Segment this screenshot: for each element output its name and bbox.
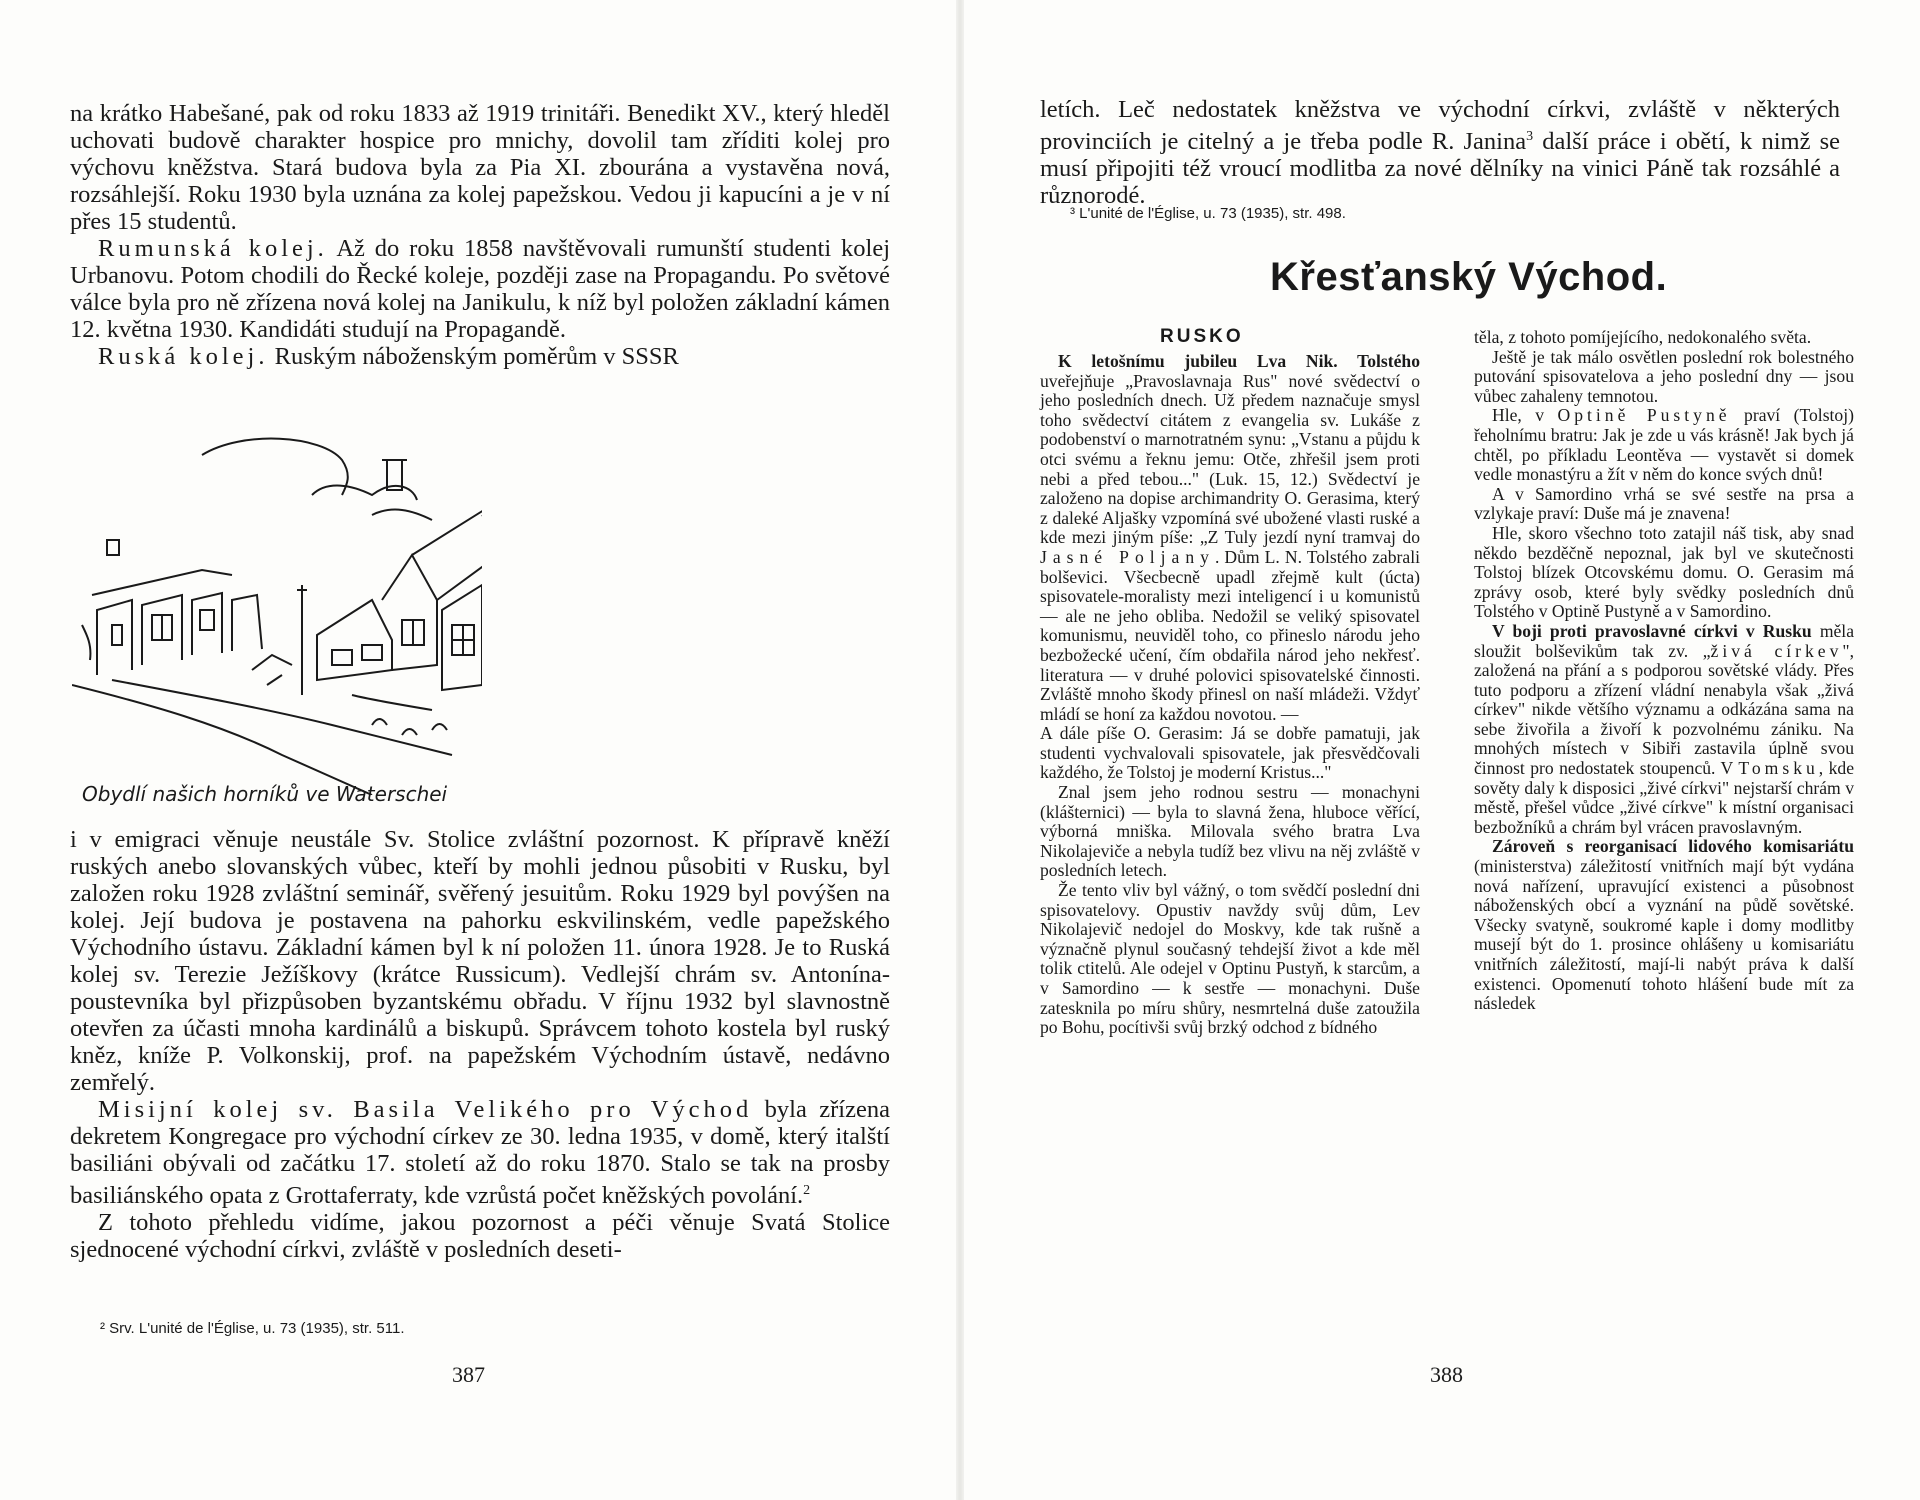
russian-college-text: Ruským náboženským poměrům v SSSR xyxy=(268,343,679,370)
paragraph-summary: Z tohoto přehledu vidíme, jakou pozornost a péči věnuje Svatá Stolice sjednocené východní církvi, zvláště v posledních deseti- xyxy=(70,1209,890,1264)
paragraph-russian-college-cont: i v emigraci věnuje neustále Sv. Stolice zvláštní pozornost. K přípravě kněží ruských anebo slovanských vůbec, kteří by mohli jednou působiti v Rusku, byl založen roku 1928 zvláštní seminář, svěřený jesuitům. Roku 1929 byl povýšen na kolej. Její budova je postavena na pahorku eskvilinském, vedle papežského Východního ústavu. Základní kámen byl k ní položen 11. února 1928. Je to Ruská kolej sv. Terezie Ježíškovy (krátce Russicum). Vedlejší chrám sv. Antonína-poustevníka byl přizpůsoben byzantskému obřadu. V říjnu 1932 byl slavnostně otevřen za účasti mnoha kardinálů a biskupů. Správcem tohoto kostela byl ruský kněz, kníže P. Volkonskij, prof. na papežském Východním ústavě, nedávno zemřelý. xyxy=(70,826,890,1096)
footnote-ref-3: 3 xyxy=(1526,129,1534,144)
paragraph-last-days: Že tento vliv byl vážný, o tom svědčí poslední dni spisovatelovy. Opustiv navždy svůj dům, Lev Nikolajevič nedojel do Moskvy, kde tak rušně a význačně plynul současný tehdejší život a kde měl tolik ctitelů. Ale odejel v Optinu Pustyň, k starcům, a v Samordino — k sestře — monachyni. Duše zatesknila po míru shůry, nesmrtelná duše zatoužila po Bohu, pocítivši svůj brzký odchod z bídného xyxy=(1040,880,1420,1038)
left-column-top xyxy=(70,100,890,370)
article-title: Křesťanský Východ. xyxy=(1270,255,1668,299)
paragraph-tolstoy-jubilee: K letošnímu jubileu Lva Nik. Tolstého uveřejňuje „Pravoslavnaja Rus" nové svědectví o jeho posledních dnech. Už předem naznačuje smysl toho svědectví citátem z evangelia sv. Lukáše z podobenství o marnotratném synu: „Vstanu a půjdu k otci svému a řeknu jemu: Otče, zhřešil jsem proti nebi a před tebou..." (Luk. 15, 12.) Svědectví je založeno na dopise archimandrity O. Gerasima, který z daleké Aljašky vzpomíná své ubožené vlasti ruské a kde mezi jiným píše: „Z Tuly jezdí nyní tramvaj do Jasné Poljany. Dům L. N. Tolstého zabrali bolševici. Všecbecně upadl zřejmě kult (úcta) spisovatele-moralisty mezi inteligencí i u komunistů — ale ne jeho obliba. Nedožil se veliký spisovatel komunismu, neuviděl toho, co přineslo národu jeho bezbožecké učení, čím obdařila národ jeho nekřesť. literatura — v druhé polovici spisovatelské činnosti. Zvláště mnoho škody přinesl on naší mládeži. Vždyť mládí se honí za každou novotou. — xyxy=(1040,351,1420,724)
paragraph-continuation: letích. Leč nedostatek kněžstva ve východní církvi, zvláště v některých provinciích je citelný a je třeba podle R. Janina$^3$ další práce i obětí, k nimž se musí připojiti též vroucí modlitba za nové dělníky na vinici Páně tak rozsáhlé a různorodé. xyxy=(1040,96,1841,210)
paragraph-sister: Znal jsem jeho rodnou sestru — monachyni (klášternici) — byla to slavná žena, hluboce věřící, výborná mniška. Milovala svého bratra Lva Nikolajeviče a nebyla tudíž bez vlivu na něj zvláště v posledních letech. xyxy=(1040,782,1420,881)
left-column-bottom xyxy=(70,826,890,1263)
right-top-paragraph xyxy=(1040,96,1840,209)
heading-romanian-college: Rumunská kolej. xyxy=(98,235,328,262)
page-number-left: 387 xyxy=(452,1362,485,1387)
paragraph-basil-college xyxy=(70,1096,890,1209)
basil-college-text: byla zřízena dekretem Kongregace pro východní církev ze 30. ledna 1935, v domě, který italští basiliáni obývali od začátku 17. století až do roku 1870. Stalo se tak na prosby basiliánského opata z Grottaferraty, kde vzrůstá počet kněžských povolání. xyxy=(70,1096,890,1210)
right-column-1 xyxy=(1040,352,1420,1038)
paragraph-optina: Hle, v Optině Pustyně praví (Tolstoj) řeholnímu bratru: Jak je zde u vás krásně! Jak bych já chtěl, po příkladu Leontěva — vystavět si domek vedle monastýru a žít v něm do konce svých dnů! xyxy=(1474,405,1854,485)
paragraph-last-year: Ještě je tak málo osvětlen poslední rok bolestného putování spisovatelova a jeho poslední dny — jsou vůbec zahaleny temnotou. xyxy=(1474,346,1854,406)
footnote-2: ² Srv. L'unité de l'Église, u. 73 (1935), str. 511. xyxy=(100,1320,405,1337)
heading-russian-college: Ruská kolej. xyxy=(98,343,269,370)
paragraph-gerasim: A dále píše O. Gerasim: Já se dobře pamatuji, jak studenti vychvalovali spisovatele, jak přesvědčovali každého, že Tolstoj je moderní Kristus..." xyxy=(1040,723,1420,783)
paragraph-romanian-college xyxy=(70,235,890,343)
paragraph-press: Hle, skoro všechno toto zatajil náš tisk, aby snad někdo bezděčně nepoznal, jak byl ve skutečnosti Tolstoj blízek Otcovskému domu. O. Gerasim má zprávy osob, které byly svědky posledních dnů Tolstého v Optině Pustyně a v Samordino. xyxy=(1474,522,1854,622)
paragraph-commissariat: Zároveň s reorganisací lidového komisariátu (ministerstva) záležitostí vnitřních mají být vydána nová nařízení, upravující existenci a působnost náboženských obcí a vyznání na půdě sovětské. Všecky svatyně, soukromé kaple i domy modlitby musejí být do 1. prosince ohlášeny u komisariátu vnitřních záležitostí, mají-li nabýt práva k další existenci. Opomenutí tohoto hlášení bude mít za následek xyxy=(1474,836,1854,1014)
romanian-college-text: Až do roku 1858 navštěvovali rumunští studenti kolej Urbanovu. Potom chodili do Řecké koleje, později zase na Propagandu. Po světové válce byla pro ně zřízena nová kolej na Janikulu, k níž byl položen základní kámen 12. května 1930. Kandidáti studují na Propagandě. xyxy=(70,235,891,343)
paragraph-palestine: na krátko Habešané, pak od roku 1833 až 1919 trinitáři. Benedikt XV., který hleděl uchovati budově charakter hospice pro mnichy, dovolil tam zříditi kolej pro výchovu kněžstva. Stará budova byla za Pia XI. zbourána a vystavěna nová, rozsáhlejší. Roku 1930 byla uznána za kolej papežskou. Vedou ji kapucíni a je v ní přes 15 studentů. xyxy=(70,100,890,235)
sketch-miners-houses xyxy=(72,425,482,795)
paragraph-samordino: A v Samordino vrhá se své sestře na prsa a vzlykaje praví: Duše má je znavena! xyxy=(1474,483,1854,524)
right-page xyxy=(960,0,1920,1500)
footnote-ref-2: 2 xyxy=(803,1183,811,1198)
footnote-3: ³ L'unité de l'Église, u. 73 (1935), str. 498. xyxy=(1070,205,1346,222)
paragraph-living-church: V boji proti pravoslavné církvi v Rusku měla sloužit bolševikům tak zv. „živá církev", založená na přání a s podporou sovětské vlády. Přes tuto podporu a zřízení vládní nenabyla však „živá církev" nikde většího významu a odkázána sama na sebe živořila a živoří k pozvolnému zániku. Na mnohých místech v Sibiři zastavila úplně svou činnost pro nedostatek stoupenců. V Tomsku, kde sověty daly k disposici „živé církvi" nejstarší chrám v městě, přešel vůdce „živé církve" k místní organisaci bezbožníků a chrám byl vrácen pravoslavným. xyxy=(1474,620,1855,837)
heading-basil-college: Misijní kolej sv. Basila Velikého pro Východ xyxy=(98,1096,753,1123)
page-number-right: 388 xyxy=(1430,1362,1463,1387)
right-column-2 xyxy=(1474,328,1854,1014)
paragraph-body-world: těla, z tohoto pomíjejícího, nedokonalého světa. xyxy=(1474,327,1812,347)
sketch-caption: Obydlí našich horníků ve Waterschei xyxy=(82,782,448,806)
paragraph-russian-college xyxy=(70,343,890,370)
section-heading-rusko: RUSKO xyxy=(1160,326,1244,347)
